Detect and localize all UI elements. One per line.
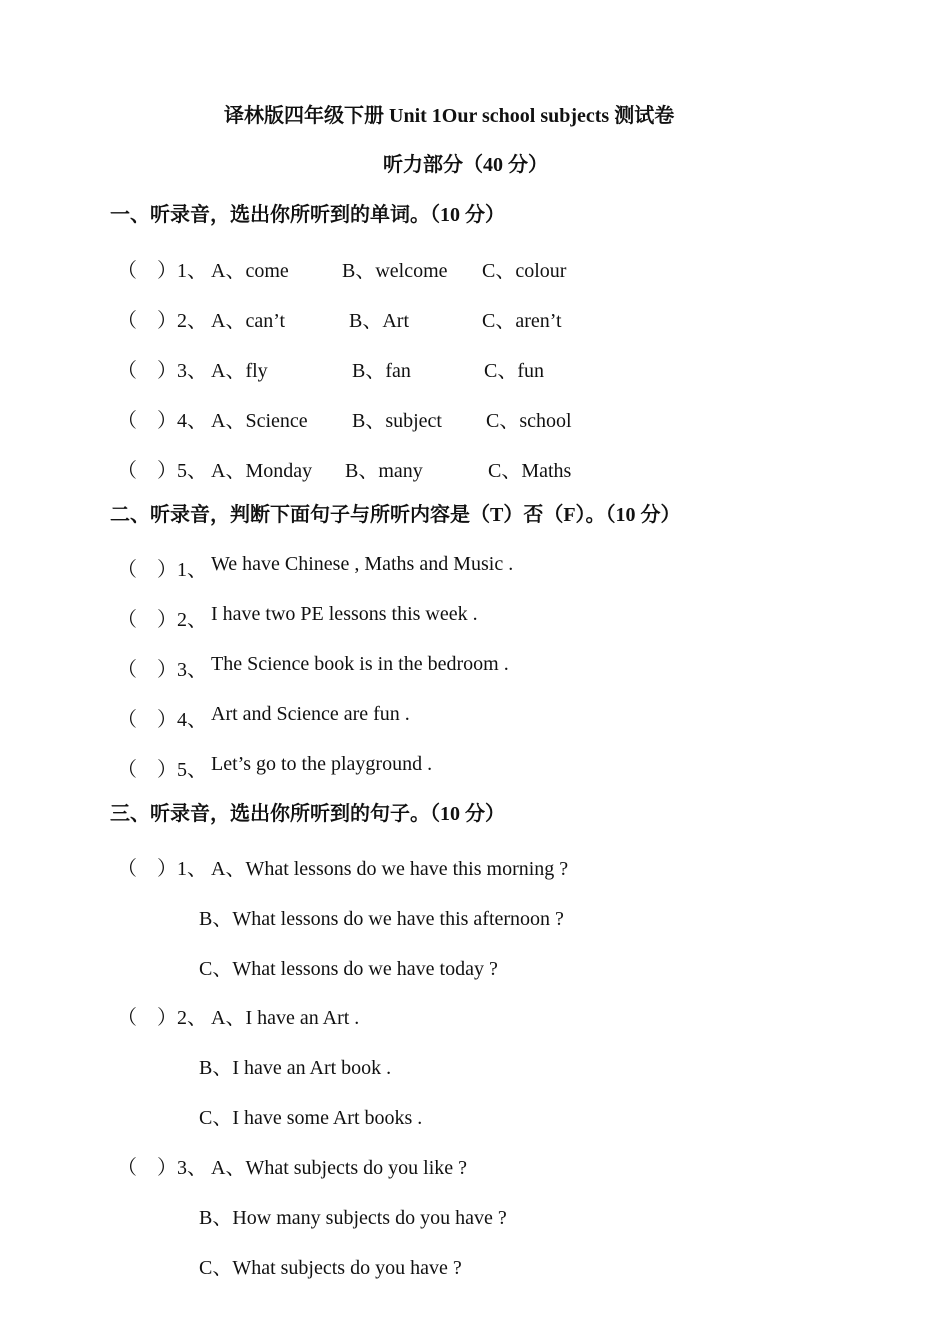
answer-blank[interactable]: （ ）2、	[117, 310, 207, 332]
option-c: C、I have some Art books .	[199, 1107, 423, 1129]
option-b: B、What lessons do we have this afternoon ?	[199, 908, 564, 930]
option-c: C、What subjects do you have ?	[199, 1257, 462, 1279]
option-b: B、Art	[349, 310, 409, 332]
option-b: B、I have an Art book .	[199, 1057, 392, 1079]
option-c: C、Maths	[488, 460, 572, 482]
option-b: B、How many subjects do you have ?	[199, 1207, 507, 1229]
answer-blank[interactable]: （ ）2、	[117, 609, 207, 631]
option-b: B、subject	[352, 410, 442, 432]
answer-blank[interactable]: （ ）3、	[117, 360, 207, 382]
statement: Art and Science are fun .	[211, 703, 410, 725]
option-c: C、school	[486, 410, 572, 432]
option-a: A、I have an Art .	[211, 1007, 360, 1029]
option-c: C、fun	[484, 360, 544, 382]
statement: I have two PE lessons this week .	[211, 603, 478, 625]
option-a: A、What lessons do we have this morning ?	[211, 858, 569, 880]
option-b: B、many	[345, 460, 423, 482]
option-c: C、What lessons do we have today ?	[199, 958, 498, 980]
answer-blank[interactable]: （ ）3、	[117, 1157, 207, 1179]
option-a: A、come	[211, 260, 289, 282]
statement: Let’s go to the playground .	[211, 753, 433, 775]
option-a: A、can’t	[211, 310, 286, 332]
statement: The Science book is in the bedroom .	[211, 653, 509, 675]
option-b: B、welcome	[342, 260, 448, 282]
statement: We have Chinese , Maths and Music .	[211, 553, 514, 575]
answer-blank[interactable]: （ ）1、	[117, 858, 207, 880]
answer-blank[interactable]: （ ）1、	[117, 260, 207, 282]
option-a: A、fly	[211, 360, 268, 382]
answer-blank[interactable]: （ ）5、	[117, 460, 207, 482]
page-title: 译林版四年级下册 Unit 1Our school subjects 测试卷	[224, 105, 675, 127]
answer-blank[interactable]: （ ）3、	[117, 659, 207, 681]
answer-blank[interactable]: （ ）4、	[117, 410, 207, 432]
answer-blank[interactable]: （ ）5、	[117, 759, 207, 781]
answer-blank[interactable]: （ ）2、	[117, 1007, 207, 1029]
answer-blank[interactable]: （ ）4、	[117, 709, 207, 731]
section2-heading: 二、听录音，判断下面句子与所听内容是（T）否（F）。（10 分）	[110, 504, 681, 526]
option-b: B、fan	[352, 360, 411, 382]
page-subtitle: 听力部分（40 分）	[383, 154, 548, 176]
option-a: A、What subjects do you like ?	[211, 1157, 468, 1179]
section3-heading: 三、听录音，选出你所听到的句子。（10 分）	[110, 803, 505, 825]
answer-blank[interactable]: （ ）1、	[117, 559, 207, 581]
option-c: C、aren’t	[482, 310, 562, 332]
option-c: C、colour	[482, 260, 567, 282]
section1-heading: 一、听录音，选出你所听到的单词。（10 分）	[110, 204, 505, 226]
option-a: A、Monday	[211, 460, 313, 482]
option-a: A、Science	[211, 410, 308, 432]
